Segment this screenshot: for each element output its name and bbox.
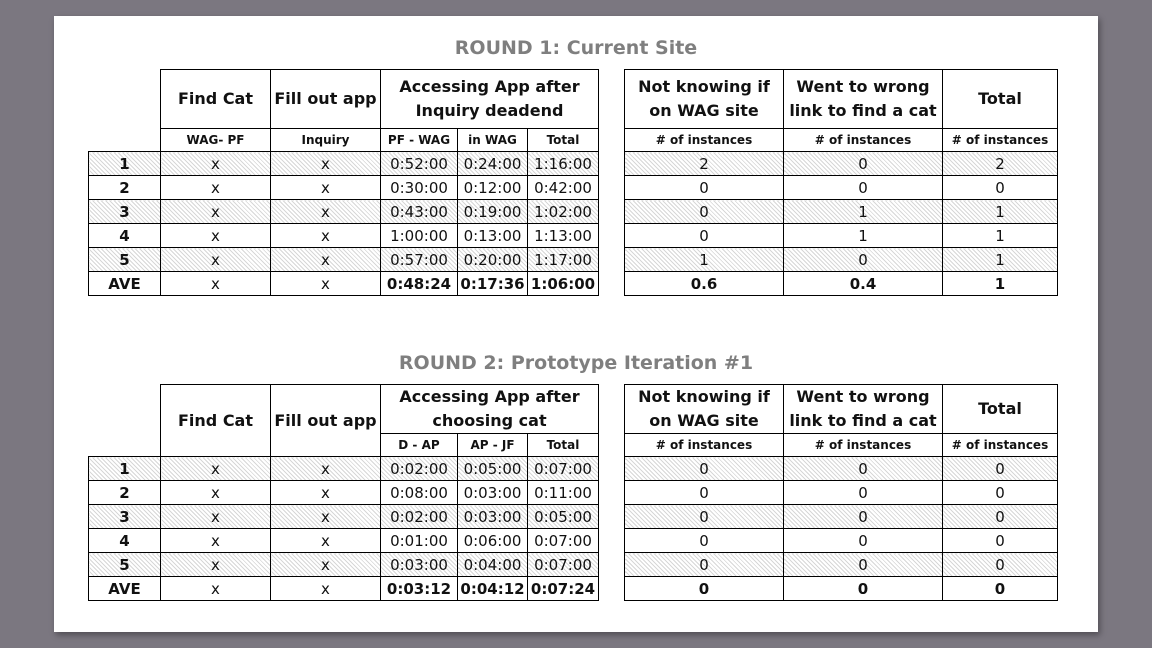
cell-time-total: 0:07:00 [528,529,599,553]
cell-time-total: 0:07:00 [528,457,599,481]
cell-fill-out-app: x [271,457,381,481]
cell-count: 0 [625,505,784,529]
cell-count: 0 [625,481,784,505]
header-accessing-app: Accessing App after choosing cat [381,385,599,434]
row-label: 1 [89,457,161,481]
cell-fill-out-app: x [271,529,381,553]
cell-find-cat: x [161,529,271,553]
cell-find-cat: x [161,272,271,296]
cell-count: 0 [625,577,784,601]
corner-cell [89,70,161,129]
round2-time-table [88,384,599,601]
round1-time-table [88,69,599,296]
cell-count: 0 [784,529,943,553]
cell-time-b: 0:20:00 [458,248,528,272]
round1-instances-table [624,69,1058,296]
cell-fill-out-app: x [271,176,381,200]
cell-time-total: 1:06:00 [528,272,599,296]
cell-time-a: 0:30:00 [381,176,458,200]
row-label: AVE [89,272,161,296]
cell-count: 1 [784,224,943,248]
table-row [89,481,599,505]
cell-time-a: 0:02:00 [381,457,458,481]
cell-time-total: 1:16:00 [528,152,599,176]
cell-time-a: 0:03:12 [381,577,458,601]
table-row [89,505,599,529]
row-label: 4 [89,529,161,553]
cell-time-a: 0:43:00 [381,200,458,224]
average-row [625,577,1058,601]
cell-fill-out-app: x [271,481,381,505]
cell-count: 0 [943,481,1058,505]
subheader: AP - JF [458,434,528,457]
cell-time-b: 0:12:00 [458,176,528,200]
cell-count: 0 [784,248,943,272]
table-row [625,553,1058,577]
cell-count: 1 [784,200,943,224]
cell-fill-out-app: x [271,248,381,272]
cell-count: 0.6 [625,272,784,296]
row-label: 4 [89,224,161,248]
cell-find-cat: x [161,553,271,577]
cell-find-cat: x [161,200,271,224]
table-row [625,481,1058,505]
average-row [89,577,599,601]
subheader: Total [528,129,599,152]
header-wrong-link: Went to wrong link to find a cat [784,385,943,434]
row-label: 3 [89,505,161,529]
cell-count: 0 [943,553,1058,577]
row-label: 2 [89,481,161,505]
cell-time-a: 0:08:00 [381,481,458,505]
row-label: 5 [89,248,161,272]
cell-time-b: 0:03:00 [458,505,528,529]
cell-count: 0 [784,577,943,601]
header-wrong-link: Went to wrong link to find a cat [784,70,943,129]
header-total: Total [943,385,1058,434]
corner-cell [89,385,161,434]
cell-time-b: 0:06:00 [458,529,528,553]
cell-count: 0 [784,553,943,577]
table-row [625,152,1058,176]
cell-time-b: 0:13:00 [458,224,528,248]
cell-time-b: 0:19:00 [458,200,528,224]
average-row [625,272,1058,296]
cell-time-total: 1:02:00 [528,200,599,224]
subheader: Total [528,434,599,457]
cell-time-total: 0:05:00 [528,505,599,529]
cell-count: 0 [943,577,1058,601]
header-find-cat: Find Cat [161,70,271,129]
cell-count: 1 [943,248,1058,272]
cell-count: 1 [943,200,1058,224]
cell-count: 0 [625,200,784,224]
header-total: Total [943,70,1058,129]
cell-fill-out-app: x [271,200,381,224]
table-row [89,176,599,200]
table-row [89,457,599,481]
table-row [89,553,599,577]
table-row [89,529,599,553]
cell-find-cat: x [161,248,271,272]
cell-time-a: 0:57:00 [381,248,458,272]
header-fill-out-app: Fill out app [271,385,381,457]
cell-count: 0 [625,176,784,200]
cell-time-a: 0:02:00 [381,505,458,529]
cell-time-b: 0:17:36 [458,272,528,296]
table-row [625,529,1058,553]
header-accessing-app: Accessing App after Inquiry deadend [381,70,599,129]
cell-count: 0 [943,176,1058,200]
subheader: D - AP [381,434,458,457]
cell-count: 0 [625,553,784,577]
row-label: 3 [89,200,161,224]
cell-count: 0 [625,457,784,481]
cell-count: 1 [943,272,1058,296]
cell-time-total: 0:42:00 [528,176,599,200]
header-fill-out-app: Fill out app [271,70,381,129]
cell-fill-out-app: x [271,577,381,601]
cell-time-total: 1:13:00 [528,224,599,248]
cell-find-cat: x [161,505,271,529]
cell-time-a: 1:00:00 [381,224,458,248]
cell-time-b: 0:24:00 [458,152,528,176]
cell-find-cat: x [161,457,271,481]
subheader: # of instances [625,434,784,457]
cell-count: 0 [943,529,1058,553]
table-row [89,152,599,176]
cell-time-a: 0:01:00 [381,529,458,553]
header-find-cat: Find Cat [161,385,271,457]
cell-fill-out-app: x [271,272,381,296]
subheader: Inquiry [271,129,381,152]
cell-count: 0 [943,505,1058,529]
subheader: # of instances [784,129,943,152]
subheader: in WAG [458,129,528,152]
table-row [89,200,599,224]
cell-time-b: 0:03:00 [458,481,528,505]
cell-time-total: 0:11:00 [528,481,599,505]
subheader: PF - WAG [381,129,458,152]
cell-count: 0 [625,224,784,248]
cell-fill-out-app: x [271,553,381,577]
cell-count: 0 [784,457,943,481]
table-row [89,248,599,272]
round2-title: ROUND 2: Prototype Iteration #1 [398,352,754,374]
cell-time-b: 0:05:00 [458,457,528,481]
table-row [625,457,1058,481]
row-label: AVE [89,577,161,601]
row-label: 5 [89,553,161,577]
cell-time-total: 0:07:00 [528,553,599,577]
cell-fill-out-app: x [271,505,381,529]
cell-count: 0 [625,529,784,553]
average-row [89,272,599,296]
cell-count: 1 [943,224,1058,248]
cell-time-b: 0:04:00 [458,553,528,577]
subheader: # of instances [943,129,1058,152]
row-label: 1 [89,152,161,176]
cell-count: 0 [784,176,943,200]
table-row [625,176,1058,200]
table-row [625,505,1058,529]
cell-count: 1 [625,248,784,272]
table-row [625,200,1058,224]
cell-time-total: 1:17:00 [528,248,599,272]
round2-instances-table [624,384,1058,601]
cell-find-cat: x [161,152,271,176]
cell-time-total: 0:07:24 [528,577,599,601]
cell-find-cat: x [161,577,271,601]
cell-count: 0.4 [784,272,943,296]
document-page [54,16,1098,632]
subheader: # of instances [625,129,784,152]
subheader: WAG- PF [161,129,271,152]
cell-count: 2 [943,152,1058,176]
header-not-knowing: Not knowing if on WAG site [625,385,784,434]
cell-find-cat: x [161,176,271,200]
cell-count: 2 [625,152,784,176]
cell-time-a: 0:03:00 [381,553,458,577]
cell-time-b: 0:04:12 [458,577,528,601]
round1-title: ROUND 1: Current Site [454,37,698,59]
cell-count: 0 [943,457,1058,481]
header-not-knowing: Not knowing if on WAG site [625,70,784,129]
cell-fill-out-app: x [271,152,381,176]
cell-fill-out-app: x [271,224,381,248]
cell-time-a: 0:48:24 [381,272,458,296]
subheader: # of instances [784,434,943,457]
table-row [625,248,1058,272]
table-row [625,224,1058,248]
subheader: # of instances [943,434,1058,457]
cell-count: 0 [784,152,943,176]
cell-time-a: 0:52:00 [381,152,458,176]
cell-count: 0 [784,505,943,529]
cell-find-cat: x [161,481,271,505]
cell-count: 0 [784,481,943,505]
table-row [89,224,599,248]
row-label: 2 [89,176,161,200]
cell-find-cat: x [161,224,271,248]
